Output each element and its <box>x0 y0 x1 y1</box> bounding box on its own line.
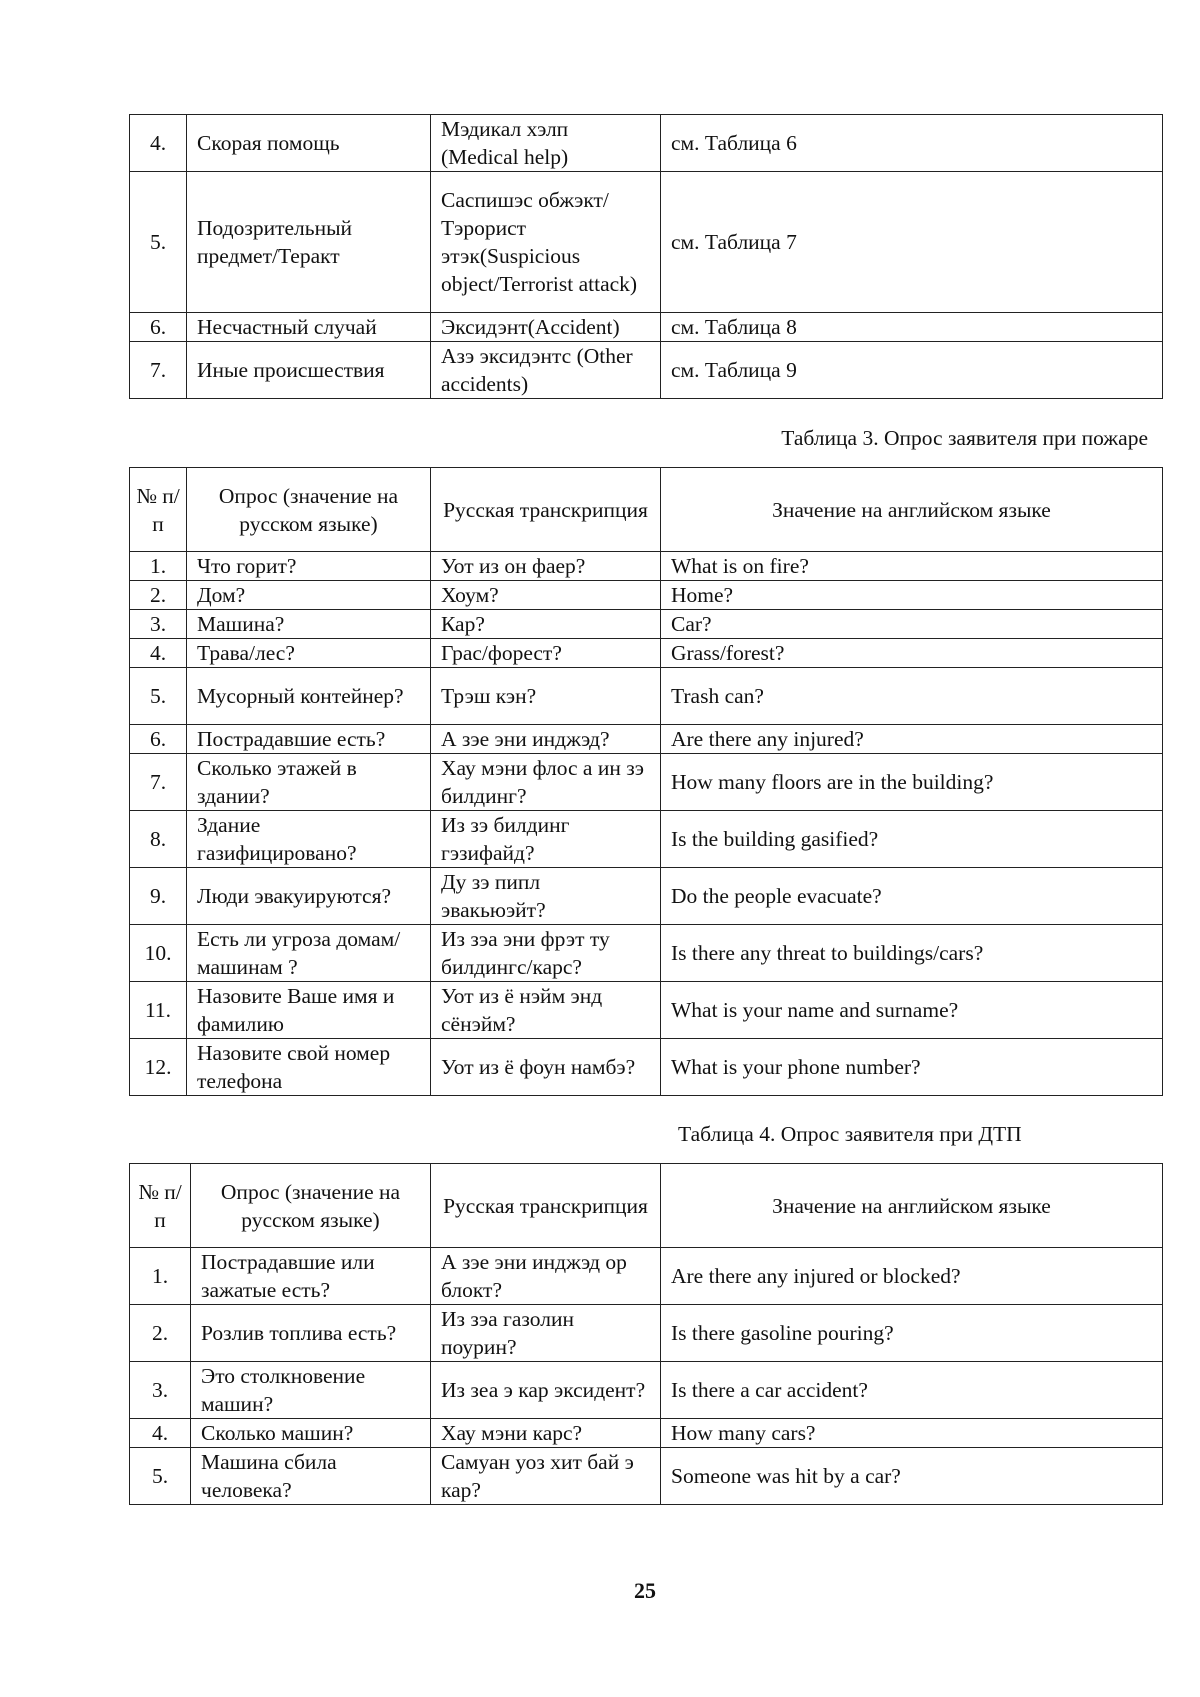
transcription-cell: Трэш кэн? <box>431 668 661 725</box>
header-transcription: Русская транскрипция <box>431 468 661 552</box>
transcription-cell: Уот из он фаер? <box>431 552 661 581</box>
header-number: № п/п <box>130 1164 191 1248</box>
english-cell: см. Таблица 7 <box>661 172 1163 313</box>
russian-cell: Сколько машин? <box>191 1419 431 1448</box>
english-cell: Do the people evacuate? <box>661 868 1163 925</box>
row-number: 5. <box>130 668 187 725</box>
table-row <box>130 1039 1163 1096</box>
english-cell: What is your name and surname? <box>661 982 1163 1039</box>
english-cell: см. Таблица 6 <box>661 115 1163 172</box>
russian-cell: Это столкновение машин? <box>191 1362 431 1419</box>
transcription-cell: Самуан уоз хит бай э кар? <box>431 1448 661 1505</box>
russian-cell: Машина? <box>187 610 431 639</box>
russian-cell: Сколько этажей в здании? <box>187 754 431 811</box>
english-cell: What is on fire? <box>661 552 1163 581</box>
english-cell: How many floors are in the building? <box>661 754 1163 811</box>
russian-cell: Дом? <box>187 581 431 610</box>
table-row <box>130 1448 1163 1505</box>
table-header-row <box>130 468 1163 552</box>
table-row <box>130 725 1163 754</box>
english-cell: Car? <box>661 610 1163 639</box>
row-number: 9. <box>130 868 187 925</box>
header-russian: Опрос (значение на русском языке) <box>187 468 431 552</box>
transcription-cell: Уот из ё нэйм энд сёнэйм? <box>431 982 661 1039</box>
row-number: 4. <box>130 1419 191 1448</box>
row-number: 11. <box>130 982 187 1039</box>
table4 <box>129 1163 1163 1505</box>
continued-table <box>129 114 1163 399</box>
russian-cell: Назовите свой номер телефона <box>187 1039 431 1096</box>
row-number: 5. <box>130 172 187 313</box>
english-cell: см. Таблица 8 <box>661 313 1163 342</box>
english-cell: Is there any threat to buildings/cars? <box>661 925 1163 982</box>
russian-cell: Пострадавшие или зажатые есть? <box>191 1248 431 1305</box>
row-number: 3. <box>130 1362 191 1419</box>
russian-cell: Есть ли угроза домам/машинам ? <box>187 925 431 982</box>
header-transcription: Русская транскрипция <box>431 1164 661 1248</box>
english-cell: см. Таблица 9 <box>661 342 1163 399</box>
row-number: 6. <box>130 725 187 754</box>
russian-cell: Мусорный контейнер? <box>187 668 431 725</box>
english-cell: Are there any injured? <box>661 725 1163 754</box>
table-row <box>130 610 1163 639</box>
transcription-cell: Эксидэнт(Accident) <box>431 313 661 342</box>
transcription-cell: Хау мэни флос а ин зэ билдинг? <box>431 754 661 811</box>
table3 <box>129 467 1163 1096</box>
table-row <box>130 1419 1163 1448</box>
russian-cell: Трава/лес? <box>187 639 431 668</box>
transcription-cell: А зэе эни инджэд? <box>431 725 661 754</box>
russian-cell: Машина сбила человека? <box>191 1448 431 1505</box>
english-cell: How many cars? <box>661 1419 1163 1448</box>
row-number: 10. <box>130 925 187 982</box>
russian-cell: Здание газифицировано? <box>187 811 431 868</box>
transcription-cell: Грас/форест? <box>431 639 661 668</box>
table4-caption: Таблица 4. Опрос заявителя при ДТП <box>678 1122 1022 1146</box>
row-number: 5. <box>130 1448 191 1505</box>
table-header-row <box>130 1164 1163 1248</box>
row-number: 6. <box>130 313 187 342</box>
page-number: 25 <box>634 1578 656 1603</box>
transcription-cell: Мэдикал хэлп (Medical help) <box>431 115 661 172</box>
table-row <box>130 925 1163 982</box>
header-english: Значение на английском языке <box>661 1164 1163 1248</box>
english-cell: Someone was hit by a car? <box>661 1448 1163 1505</box>
row-number: 12. <box>130 1039 187 1096</box>
russian-cell: Несчастный случай <box>187 313 431 342</box>
row-number: 2. <box>130 581 187 610</box>
row-number: 7. <box>130 342 187 399</box>
transcription-cell: Хау мэни карс? <box>431 1419 661 1448</box>
table-row <box>130 868 1163 925</box>
table3-caption: Таблица 3. Опрос заявителя при пожаре <box>781 426 1148 450</box>
table-row <box>130 115 1163 172</box>
russian-cell: Подозрительный предмет/Теракт <box>187 172 431 313</box>
russian-cell: Иные происшествия <box>187 342 431 399</box>
row-number: 7. <box>130 754 187 811</box>
header-russian: Опрос (значение на русском языке) <box>191 1164 431 1248</box>
table-row <box>130 754 1163 811</box>
table-row <box>130 1305 1163 1362</box>
table-row <box>130 982 1163 1039</box>
row-number: 4. <box>130 115 187 172</box>
transcription-cell: Хоум? <box>431 581 661 610</box>
header-english: Значение на английском языке <box>661 468 1163 552</box>
transcription-cell: Кар? <box>431 610 661 639</box>
table-row <box>130 342 1163 399</box>
header-number: № п/п <box>130 468 187 552</box>
english-cell: Home? <box>661 581 1163 610</box>
table-row <box>130 581 1163 610</box>
transcription-cell: Ду зэ пипл эвакьюэйт? <box>431 868 661 925</box>
transcription-cell: Из зэа эни фрэт ту билдингс/карс? <box>431 925 661 982</box>
transcription-cell: Саспишэс обжэкт/Тэрорист этэк(Suspicious object/Terrorist attack) <box>431 172 661 313</box>
row-number: 2. <box>130 1305 191 1362</box>
english-cell: What is your phone number? <box>661 1039 1163 1096</box>
table-row <box>130 1248 1163 1305</box>
row-number: 3. <box>130 610 187 639</box>
english-cell: Is there gasoline pouring? <box>661 1305 1163 1362</box>
russian-cell: Назовите Ваше имя и фамилию <box>187 982 431 1039</box>
english-cell: Is the building gasified? <box>661 811 1163 868</box>
table-row <box>130 172 1163 313</box>
row-number: 1. <box>130 552 187 581</box>
transcription-cell: Азэ эксидэнтс (Other accidents) <box>431 342 661 399</box>
transcription-cell: Из зэ билдинг гэзифайд? <box>431 811 661 868</box>
russian-cell: Люди эвакуируются? <box>187 868 431 925</box>
table-row <box>130 811 1163 868</box>
russian-cell: Пострадавшие есть? <box>187 725 431 754</box>
transcription-cell: Из зэа газолин поурин? <box>431 1305 661 1362</box>
russian-cell: Розлив топлива есть? <box>191 1305 431 1362</box>
continued-table-body <box>130 115 1163 399</box>
transcription-cell: А зэе эни инджэд ор блокт? <box>431 1248 661 1305</box>
transcription-cell: Из зеа э кар эксидент? <box>431 1362 661 1419</box>
transcription-cell: Уот из ё фоун намбэ? <box>431 1039 661 1096</box>
table-row <box>130 668 1163 725</box>
english-cell: Trash can? <box>661 668 1163 725</box>
table-row <box>130 1362 1163 1419</box>
row-number: 8. <box>130 811 187 868</box>
english-cell: Are there any injured or blocked? <box>661 1248 1163 1305</box>
english-cell: Is there a car accident? <box>661 1362 1163 1419</box>
row-number: 4. <box>130 639 187 668</box>
table-row <box>130 313 1163 342</box>
russian-cell: Скорая помощь <box>187 115 431 172</box>
row-number: 1. <box>130 1248 191 1305</box>
table-row <box>130 552 1163 581</box>
table-row <box>130 639 1163 668</box>
russian-cell: Что горит? <box>187 552 431 581</box>
english-cell: Grass/forest? <box>661 639 1163 668</box>
